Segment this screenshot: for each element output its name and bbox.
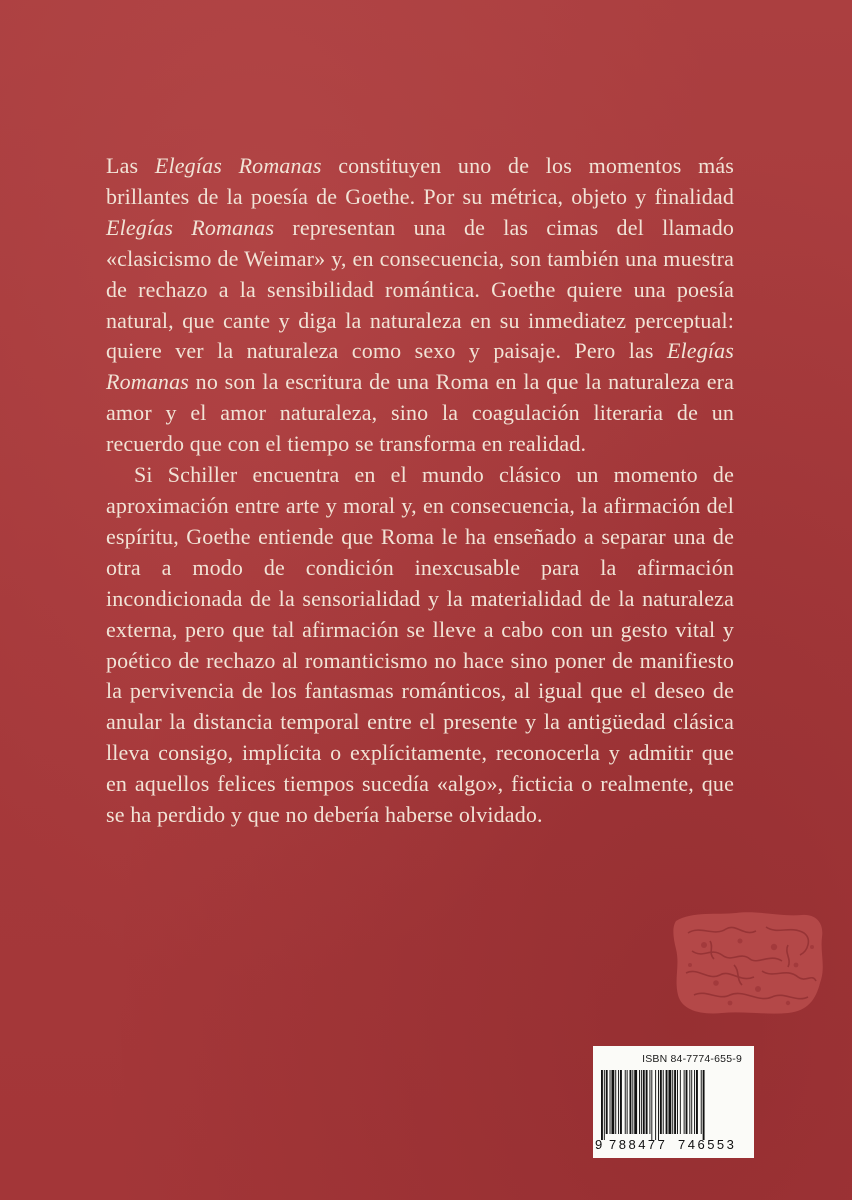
barcode-bar: [694, 1070, 695, 1134]
book-title-italic-2: Elegías Romanas: [106, 214, 275, 240]
blurb-p1-part-c: constituyen uno de los momentos más brillantes de la poesía de Goethe. Por su métrica, objeto y finalidad: [106, 153, 734, 209]
blurb-paragraph-2: Si Schiller encuentra en el mundo clásico un momento de aproximación entre arte y moral y, en consecuencia, la afirmación del espíritu, Goethe entiende que Roma le ha enseñado a separar una de otra a modo de condición inexcusable para la afirmación incondicionada de la sensorialidad y la materialidad de la naturaleza externa, pero que tal afirmación se lleve a cabo con un gesto vital y poético de rechazo al romanticismo no hace sino poner de manifiesto la pervivencia de los fantasmas románticos, al igual que el deseo de anular la distancia temporal entre el presente y la antigüedad clásica lleva consigo, implícita o explícitamente, reconocerla y admitir que en aquellos felices tiempos sucedía «algo», ficticia o realmente, que se ha perdido y que no debería haberse olvidado.: [106, 462, 734, 828]
barcode-bar: [632, 1070, 633, 1134]
barcode-bar: [604, 1070, 605, 1140]
barcode-bar: [668, 1070, 671, 1134]
barcode-bar: [611, 1070, 614, 1134]
ean-right-digits: 746553: [678, 1137, 737, 1152]
barcode-bar: [691, 1070, 692, 1134]
barcode-bar: [634, 1070, 637, 1134]
barcode-bar: [625, 1070, 626, 1134]
barcode-bar: [689, 1070, 690, 1134]
barcode-bar: [658, 1070, 659, 1140]
blurb-p1-part-g: no son la escritura de una Roma en la que la naturaleza era amor y el amor naturaleza, sino la coagulación literaria de un recuerdo que con el tiempo se transforma en realidad.: [106, 369, 734, 457]
barcode-panel: [593, 1046, 754, 1158]
barcode-bar: [655, 1070, 656, 1140]
barcode-bar: [684, 1070, 685, 1134]
isbn-label: ISBN 84-7774-655-9: [642, 1053, 742, 1065]
barcode-bar: [641, 1070, 642, 1134]
barcode-bar: [610, 1070, 611, 1134]
book-title-italic-3: Elegías Romanas: [106, 338, 734, 395]
publisher-seal-icon: [670, 907, 828, 1019]
barcode-bar: [639, 1070, 640, 1134]
blurb-p1-part-e: representan una de las cimas del llamado «clasicismo de Weimar» y, en consecuencia, son también una muestra de rechazo a la sensibilidad romántica. Goethe quiere una poesía natural, que cante y diga la naturaleza en su inmediatez perceptual: quiere ver la naturaleza como sexo y paisaje. Pero las: [106, 214, 734, 364]
barcode-bar: [674, 1070, 676, 1134]
blurb-p1-part-a: Las: [106, 153, 155, 178]
barcode-bar: [680, 1070, 681, 1134]
barcode-bar: [630, 1070, 632, 1134]
barcode-bar: [601, 1070, 603, 1140]
barcode-bars: [601, 1070, 747, 1140]
barcode-bar: [646, 1070, 648, 1134]
barcode-bar: [677, 1070, 678, 1134]
ean-left-digits: 788477: [609, 1137, 668, 1152]
barcode-bar: [660, 1070, 662, 1134]
barcode-bar: [651, 1070, 652, 1140]
blurb-paragraph-1: [106, 151, 734, 460]
barcode-bar: [606, 1070, 608, 1134]
barcode-bar: [649, 1070, 650, 1134]
barcode-bar: [666, 1070, 668, 1134]
barcode-bar: [618, 1070, 619, 1134]
barcode-bar: [643, 1070, 645, 1134]
ean-digits: [593, 1136, 754, 1154]
barcode-bar: [686, 1070, 688, 1134]
book-title-italic-1: Elegías Romanas: [154, 153, 322, 178]
barcode-bar: [615, 1070, 616, 1134]
ean-first-digit: 9: [595, 1137, 603, 1152]
barcode-bar: [701, 1070, 702, 1134]
barcode-bar: [663, 1070, 664, 1134]
barcode-bar: [672, 1070, 673, 1134]
barcode-bar: [620, 1070, 622, 1134]
barcode-bar: [703, 1070, 705, 1140]
barcode-bar: [696, 1070, 698, 1134]
blurb-text: [106, 151, 734, 831]
barcode-bar: [627, 1070, 628, 1134]
